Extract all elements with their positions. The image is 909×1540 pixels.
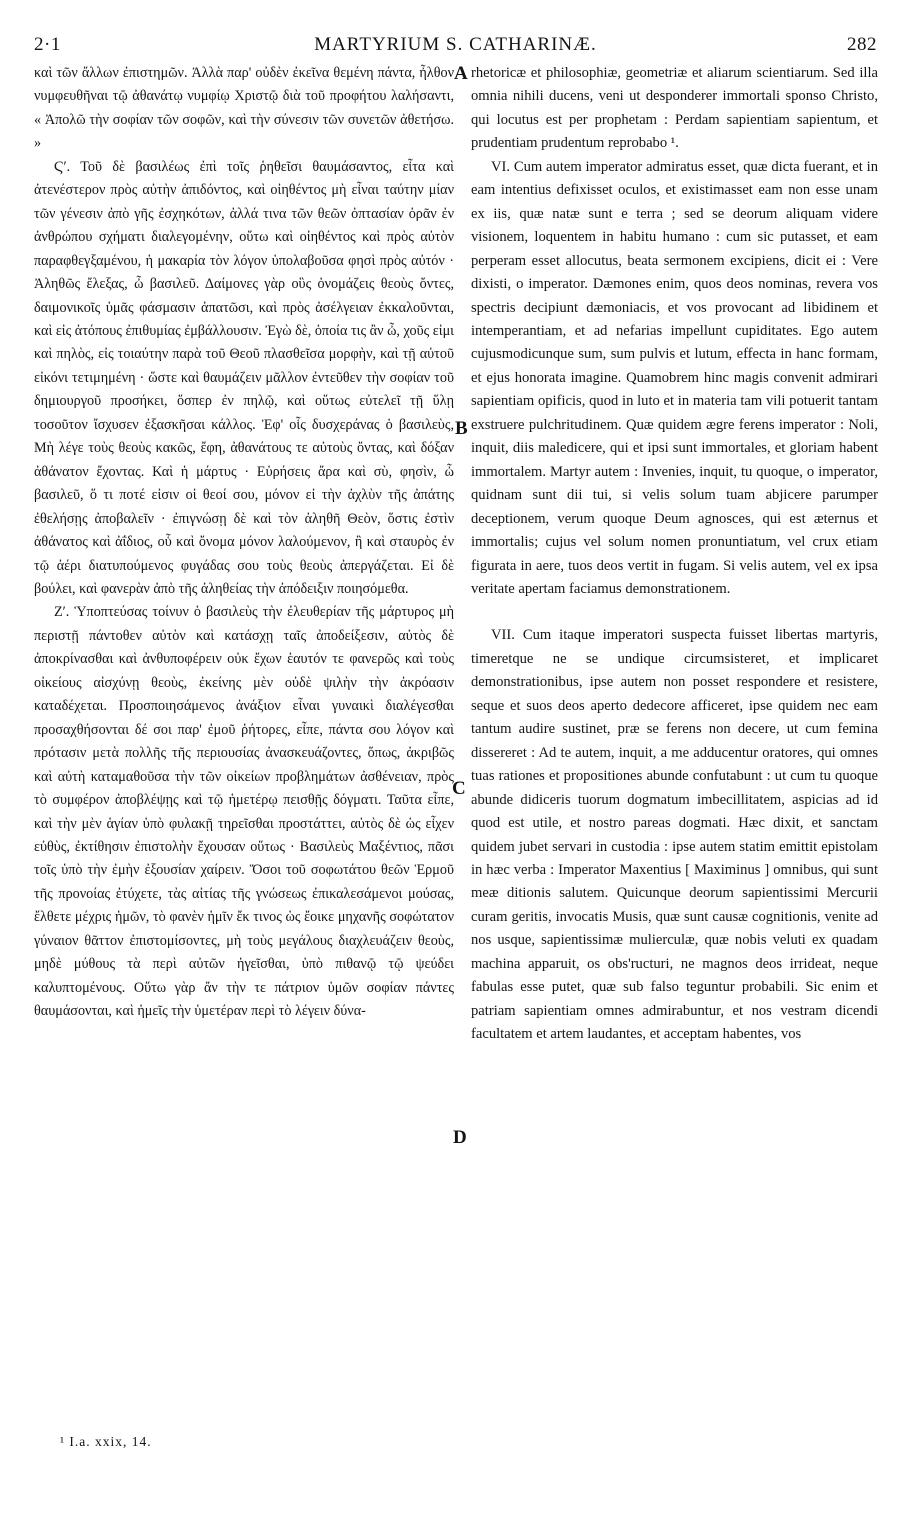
page-title: MARTYRIUM S. CATHARINÆ. xyxy=(314,34,597,55)
running-head xyxy=(34,34,877,60)
greek-paragraph-7: Ζʹ. Ὑποπτεύσας τοίνυν ὁ βασιλεὺς τὴν ἐλευθερίαν τῆς μάρτυρος μὴ περιστῇ πάντοθεν αὐτὸν καὶ κατάσχῃ ταῖς ἀποδείξεσιν, αὐτὸς δὲ ἀποκρίνασθαι καὶ ἀνθυποφέρειν οὐκ ἔχων ἑαυτόν τε φανερῶς καὶ τοὺς οἰκείους αἰσχύνῃ θεοὺς, ἐκείνης μὲν οὐδὲ ψιλὴν τὴν ἀκρόασιν καταδέχεται. Προσποιησάμενος ἀνάξιον εἶναι γυναικὶ διαλέγεσθαι προσαχθήσονται δέ σοι παρ' ἐμοῦ ῥήτορες, εἶπε, πάντα σου λόγον καὶ πρότασιν μετὰ πολλῆς τῆς περιουσίας ἀνασκευάζοντες, ὅπως, ἀκριβῶς καὶ αὐτὴ καταμαθοῦσα τὴν τῶν οἰκείων προβλημάτων ἀσθένειαν, πρὸς τὸ συμφέρον ἀποβλέψῃς καὶ τῷ ἡμετέρῳ πεισθῇς δόγματι. Ταῦτα εἶπε, καὶ τὴν μὲν ἁγίαν ὑπὸ φυλακῇ τηρεῖσθαι προστάττει, αὐτὸς δὲ ὡς εἶχεν εὐθὺς, ἐκτίθησιν ἐπιστολὴν ἔχουσαν οὕτως · Βασιλεὺς Μαξέντιος, πᾶσι τοῖς ὑπὸ τὴν ἐμὴν ἐξουσίαν χαίρειν. Ὅσοι τοῦ σοφωτάτου θεῶν Ἑρμοῦ τῆς προνοίας ἐτύχετε, τὰς αἰτίας τῆς γνώσεως ἐπικαλεσάμενοι μούσας, ἔλθετε μέχρις ἡμῶν, τὸ φανὲν ἡμῖν ἔκ τινος ὡς ἔοικε μηχανῆς σοφώτατον γύναιον θᾶττον ἐπιστομίσοντες, μὴ τοὺς μεγάλους διαχλευάζειν θεοὺς, μηδὲ μύθους τὰ περὶ αὐτῶν ἡγεῖσθαι, ὑπὸ πιθανῷ τῷ ψεύδει καλυπτομένους. Οὕτω γὰρ ἄν τὴν τε πάτριον ὑμῶν σοφίαν πάντες θαυμάσονται, καὶ ἡμεῖς τὴν ὑμετέραν περὶ τὸ λέγειν δύνα- xyxy=(34,604,454,1020)
latin-paragraph-6: VI. Cum autem imperator admiratus esset, quæ dicta fuerant, et in eam intentius defixisset oculos, et existimasset eam non esse unam ex iis, quæ natæ sunt e terra ; sed se deorum aliquam videre visionem, loquentem in habitu humano : cum sic putasset, et eam perperam esset allocutus, beata sermonem excipiens, dicit ei : Vere dixisti, o imperator. Dæmones enim, quos deos nominas, revera vos spectris decipiunt dæmoniacis, et vos provocant ad libidinem et intemperantiam, et ad nefarias impellunt cupiditates. Ego autem cujusmodicunque sum, sum pulvis et lutum, effecta in hanc formam, et ejus honorata imagine. Quamobrem hinc magis convenit admirari sapientiam opificis, quod in luto et in materia tam vili potuerit tantam exstruere pulchritudinem. Quæ quidem ægre ferens imperator : Noli, inquit, diis maledicere, qui et ipsi sunt immortales, et gloriam habent immortalem. Martyr autem : Invenies, inquit, tu quoque, o imperator, quidnam sunt dii tui, si velis solum tuam abjicere parumper deceptionem, verum quoque Deum agnosces, qui est æternus et immortalis; cujus vel solum nomen pronuntiatum, vel crux etiam figurata in aere, tuos deos vertit in fugam. Si velis autem, vel ex ipsa veritate apertam faciamus demonstrationem. xyxy=(471,158,878,597)
page-number-left: 2·1 xyxy=(34,34,61,55)
greek-column xyxy=(34,62,454,1024)
footnote: ¹ I.a. xxix, 14. xyxy=(60,1434,152,1449)
latin-paragraph-intro: rhetoricæ et philosophiæ, geometriæ et aliarum scientiarum. Sed illa omnia nihili ducens, veni ut desponderer immortali sponso Christo, qui locutus est per prophetam : Perdam sapientiam sapientum, et prudentiam prudentum reprobabo ¹. xyxy=(471,65,878,152)
margin-marker-c: C xyxy=(452,778,466,799)
latin-paragraph-7: VII. Cum itaque imperatori suspecta fuisset libertas martyris, timeretque ne se undique circumsisteret, et implicaret demonstrationibus, ipse autem non posset respondere et resistere, seque et suos deos aperto dedecore afficeret, ipse quidem nec eam tantum audire sustinet, præ se ferens non decere, ut cum femina dissereret : Ad te autem, inquit, a me adducentur oratores, qui omnes tuas rationes et propositiones abunde confutabunt : ut cum tu quoque abunde didiceris tuorum dogmatum imbecillitatem, aspicias ad id quod est utile, et nostro pareas dogmati. Hæc dixit, et sanctam quidem jubet servari in custodia : ipse autem statim emittit epistolam in hæc verba : Imperator Maxentius [ Maximinus ] omnibus, qui sunt meæ ditionis salutem. Quicunque deorum sapientissimi Mercurii curam geritis, invocatis Musis, quæ sunt causæ cognitionis, venite ad nos usque, sapientissimæ mulierculæ, quæ nobis veluti ex quadam machina apparuit, os obs'ructuri, ne magnos deos irrideat, neque fabulas esse putet, quæ sub falso teguntur probabili. Sic enim et patriam sapientiam omnes admirabuntur, et nos vestram dicendi facultatem et artem laudantes, et acceptam habentes, vos xyxy=(471,627,878,1043)
margin-marker-d: D xyxy=(453,1127,467,1148)
greek-paragraph-6: Ϛʹ. Τοῦ δὲ βασιλέως ἐπὶ τοῖς ῥηθεῖσι θαυμάσαντος, εἶτα καὶ ἀτενέστερον πρὸς αὐτὴν ἀπιδόντος, καὶ οἰηθέντος μὴ εἶναι ταύτην μίαν τῶν γένεσιν ἀπὸ γῆς ἐσχηκότων, ἀλλά τινα τῶν θεῶν ὀπτασίαν ὁρᾶν ἐν ἀνθρώπου σχήματι διαλεγομένην, οὕτω καὶ οἰηθέντος καὶ πρὸς αὐτὸν παραφθεγξαμένου, ἡ μακαρία τὸν λόγον ὑπολαβοῦσα φησὶ πρὸς αὐτόν · Ἀληθῶς ἔλεξας, ὦ βασιλεῦ. Δαίμονες γὰρ οὓς ὀνομάζεις θεοὺς ὄντες, δαιμονικοῖς ὑμᾶς φάσμασιν ἀπατῶσι, καὶ πρὸς ἀσέλγειαν ἐκκαλοῦνται, καὶ εἰς ἀτόπους ἐπιθυμίας ἐμβάλλουσιν. Ἐγὼ δὲ, ὁποία τις ἂν ὦ, χοῦς εἰμι καὶ πηλὸς, εἰς τοιαύτην παρὰ τοῦ Θεοῦ πλασθεῖσα μορφὴν, καὶ τῇ αὐτοῦ εἰκόνι τετιμημένη · ὥστε καὶ θαυμάζειν μᾶλλον ἐντεῦθεν τὴν σοφίαν τοῦ δημιουργοῦ προσήκει, ὅσπερ ἐν πηλῷ, καὶ οὕτως εὐτελεῖ τῇ ὕλῃ τοσοῦτον ἴσχυσεν ἐξασκῆσαι κάλλος. Ἐφ' οἷς δυσχεράνας ὁ βασιλεὺς, Μὴ λέγε τοὺς θεοὺς κακῶς, ἔφη, ἀθανάτους τε αὐτοὺς ὄντας, καὶ δόξαν ἀθάνατον ἔχοντας. Καὶ ἡ μάρτυς · Εὑρήσεις ἄρα καὶ σὺ, φησὶν, ὦ βασιλεῦ, ὅ τι ποτέ εἰσιν οἱ θεοί σου, μόνον εἰ τὴν ἀχλὺν τῆς ἀπάτης ἐθελήσῃς ἀποβαλεῖν · ἐπιγνώσῃ δὲ καὶ τὸν ἀληθῆ Θεὸν, ὅστις ἐστὶν ἀθάνατος καὶ ἀΐδιος, οὗ καὶ ὄνομα μόνον λαλούμενον, ἢ καὶ σταυρὸς ἐν τῷ ἀέρι διατυπούμενος φυγάδας σου τοὺς θεοὺς ἀπεργάζεται. Εἰ δὲ βούλει, καὶ φανερὰν ἀπὸ τῆς ἀληθείας τὴν ἀπόδειξιν ποιησόμεθα. xyxy=(34,158,454,597)
greek-paragraph-intro: καὶ τῶν ἄλλων ἐπιστημῶν. Ἀλλὰ παρ' οὐδὲν ἐκεῖνα θεμένη πάντα, ἦλθον νυμφευθῆναι τῷ ἀθανάτῳ νυμφίῳ Χριστῷ διὰ τοῦ προφήτου λαλήσαντι, « Ἀπολῶ τὴν σοφίαν τῶν σοφῶν, καὶ τὴν σύνεσιν τῶν συνετῶν ἀθετήσω. » xyxy=(34,65,454,152)
page-number-right: 282 xyxy=(847,34,877,55)
latin-column xyxy=(471,62,878,1047)
margin-marker-b: B xyxy=(455,418,468,439)
margin-marker-a: A xyxy=(454,63,468,84)
